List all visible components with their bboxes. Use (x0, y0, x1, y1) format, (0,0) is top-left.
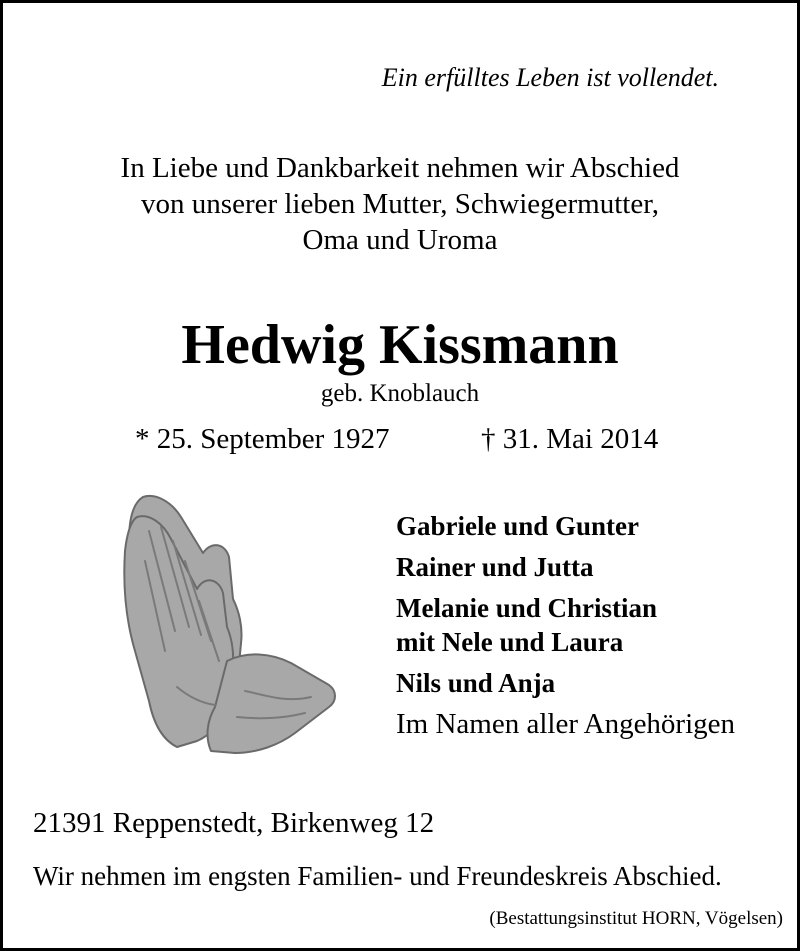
mourner-name: Nils und Anja (396, 668, 556, 698)
mourner-name: Melanie und Christian (396, 593, 658, 623)
deceased-name: Hedwig Kissmann (181, 314, 619, 376)
maiden-name: geb. Knoblauch (320, 380, 480, 407)
intro-text (3, 150, 797, 258)
mourner-list (396, 509, 657, 707)
motto: Ein erfülltes Leben ist vollendet. (381, 63, 719, 92)
farewell-notice: Wir nehmen im engsten Familien- und Freundeskreis Abschied. (33, 861, 722, 891)
praying-hands-icon (115, 491, 347, 759)
signoff: Im Namen aller Angehörigen (396, 708, 736, 740)
funeral-home: (Bestattungsinstitut HORN, Vögelsen) (489, 908, 783, 929)
birth-date: * 25. September 1927 (135, 423, 390, 455)
death-date: † 31. Mai 2014 (481, 423, 659, 455)
mourner-name: Rainer und Jutta (396, 552, 594, 582)
address: 21391 Reppenstedt, Birkenweg 12 (33, 807, 435, 839)
intro-line: In Liebe und Dankbarkeit nehmen wir Abschied (120, 152, 680, 184)
intro-line: von unserer lieben Mutter, Schwiegermutter, (141, 188, 659, 220)
intro-line: Oma und Uroma (302, 224, 498, 256)
mourner-name: Gabriele und Gunter (396, 511, 640, 541)
mourner-name: mit Nele und Laura (396, 627, 624, 657)
